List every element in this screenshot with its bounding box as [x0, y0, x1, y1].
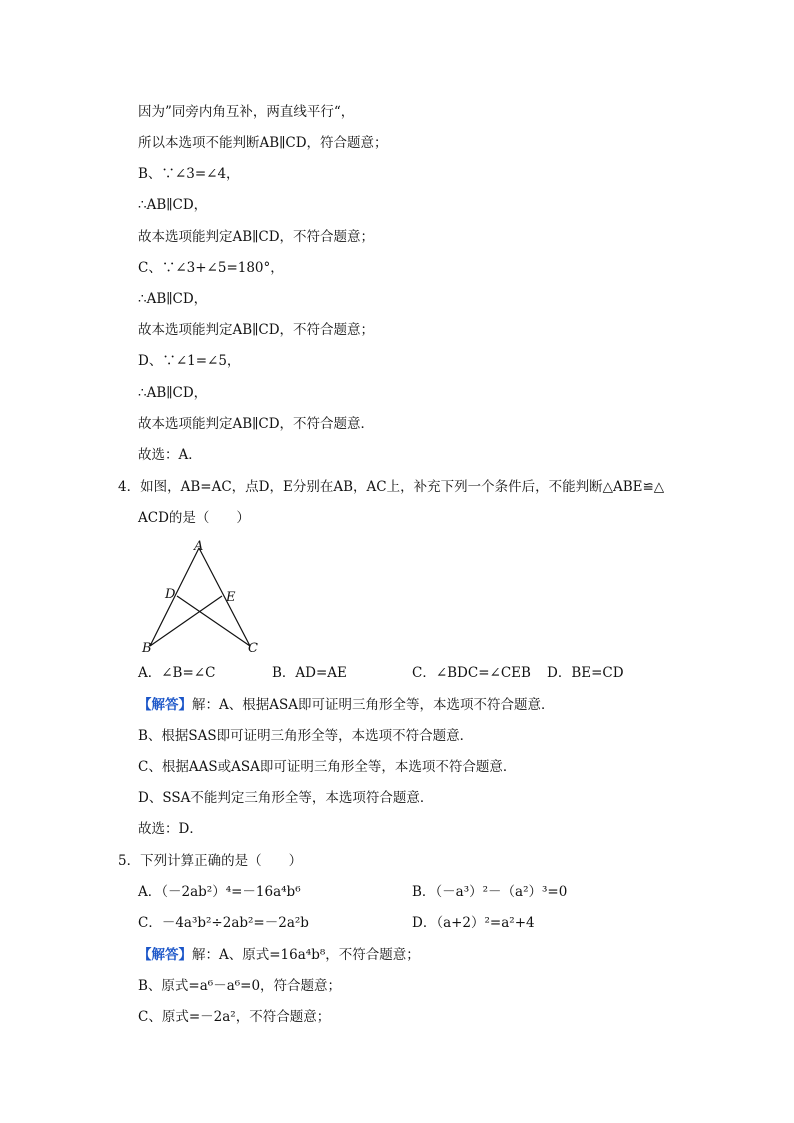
q4-answer-line: 【解答】解：A、根据ASA即可证明三角形全等，本选项不符合题意． [138, 697, 555, 713]
text-line: 所以本选项不能判断AB∥CD，符合题意； [138, 135, 388, 151]
q4-answer-line: 故选：D． [138, 821, 203, 837]
text-line: 故选：A． [138, 447, 202, 463]
q4-choice-b: B．AD=AE [272, 665, 347, 681]
q4-answer-line: B、根据SAS即可证明三角形全等，本选项不符合题意． [138, 728, 474, 744]
q5-answer-line: B、原式=a⁶－a⁶=0，符合题意； [138, 978, 342, 994]
q5-choice-d: D．（a+2）²=a²+4 [412, 915, 535, 931]
q4-answer-line: D、SSA不能判定三角形全等，本选项符合题意． [138, 790, 434, 806]
q4-choice-c: C．∠BDC=∠CEB [412, 665, 531, 681]
label-c: C [248, 641, 258, 656]
q4-answer-line: C、根据AAS或ASA即可证明三角形全等，本选项不符合题意． [138, 759, 517, 775]
text-line: ∴AB∥CD， [138, 385, 208, 401]
label-d: D [165, 587, 176, 602]
text-line: 故本选项能判定AB∥CD，不符合题意． [138, 416, 375, 432]
segment-ac [199, 548, 250, 646]
text-line: B、∵∠3=∠4， [138, 166, 240, 182]
text-line: 故本选项能判定AB∥CD，不符合题意； [138, 229, 375, 245]
q5-choice-c: C．－4a³b²÷2ab²=－2a²b [138, 915, 309, 931]
question-5-stem: 5．下列计算正确的是（ ） [118, 853, 303, 869]
answer-tag: 【解答】 [138, 697, 192, 713]
q4-choice-a: A．∠B=∠C [138, 665, 216, 681]
q5-answer-line: 【解答】解：A、原式=16a⁴b⁸，不符合题意； [138, 947, 420, 963]
label-a: A [194, 539, 204, 554]
q5-choice-b: B．（－a³）²－（a²）³=0 [412, 884, 568, 900]
text-line: D、∵∠1=∠5， [138, 353, 241, 369]
q5-answer-line: C、原式=－2a²，不符合题意； [138, 1009, 331, 1025]
q5-choice-a: A．（－2ab²）⁴=－16a⁴b⁶ [138, 884, 301, 900]
question-4-stem: 4．如图，AB=AC，点D，E分别在AB，AC上，补充下列一个条件后，不能判断△ABE≌△ [118, 479, 665, 495]
label-e: E [226, 590, 236, 605]
q4-choice-d: D．BE=CD [547, 665, 624, 681]
segment-dc [177, 596, 250, 646]
triangle-figure [138, 538, 278, 658]
text-line: C、∵∠3+∠5=180°， [138, 260, 284, 276]
question-4-stem-cont: ACD的是（ ） [138, 510, 250, 526]
text-line: 故本选项能判定AB∥CD，不符合题意； [138, 322, 375, 338]
label-b: B [142, 641, 152, 656]
text-line: ∴AB∥CD， [138, 197, 208, 213]
text-line: ∴AB∥CD， [138, 291, 208, 307]
answer-tag: 【解答】 [138, 947, 192, 963]
text-line: 因为”同旁内角互补，两直线平行“， [138, 104, 355, 120]
segment-eb [150, 596, 222, 646]
